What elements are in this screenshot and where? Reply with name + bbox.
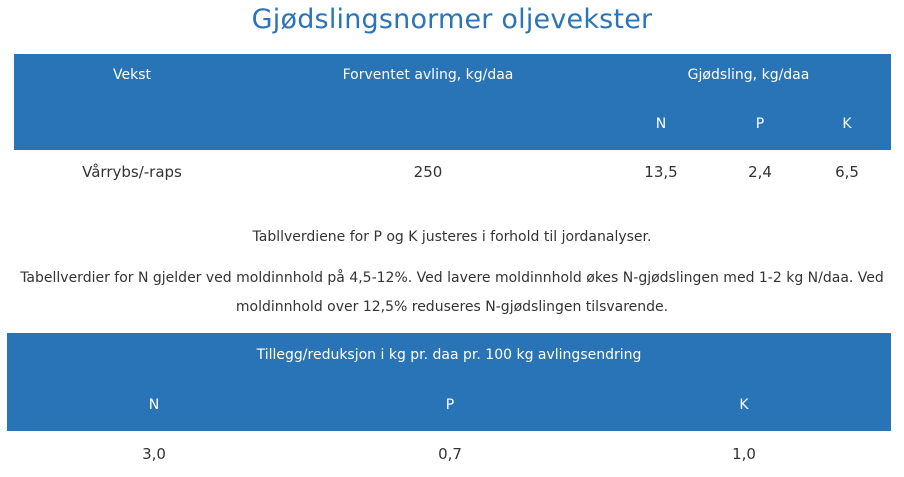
cell-crop: Vårrybs/-raps	[82, 163, 182, 181]
header-n: N	[655, 116, 667, 132]
header-crop: Vekst	[113, 67, 151, 83]
header-fertilization: Gjødsling, kg/daa	[687, 67, 810, 83]
header-adjustment-title: Tillegg/reduksjon i kg pr. daa pr. 100 kg avlingsendring	[256, 347, 642, 363]
header-k: K	[842, 116, 852, 132]
cell-k: 1,0	[732, 445, 756, 463]
note-n-humus: Tabellverdier for N gjelder ved moldinnhold på 4,5-12%. Ved lavere moldinnhold økes N-gjødslingen med 1-2 kg N/daa. Ved moldinnhold over 12,5% reduseres N-gjødslingen tilsvarende.	[20, 270, 884, 315]
cell-yield: 250	[413, 163, 443, 181]
cell-k: 6,5	[835, 163, 859, 181]
cell-n: 3,0	[142, 445, 166, 463]
header-expected-yield: Forventet avling, kg/daa	[342, 67, 514, 83]
header-p: P	[445, 397, 455, 413]
header-p: P	[755, 116, 765, 132]
table-header	[7, 333, 891, 431]
table-row	[14, 150, 891, 196]
cell-p: 2,4	[748, 163, 772, 181]
header-k: K	[739, 397, 749, 413]
table-header	[14, 54, 891, 150]
page-title: Gjødslingsnormer oljevekster	[251, 4, 653, 35]
fertilization-norms-table	[14, 54, 891, 196]
table-row	[7, 431, 891, 477]
cell-n: 13,5	[644, 163, 678, 181]
header-n: N	[148, 397, 160, 413]
yield-adjustment-table	[7, 333, 891, 477]
cell-p: 0,7	[438, 445, 462, 463]
note-pk-adjustment: Tabllverdiene for P og K justeres i forhold til jordanalyser.	[252, 229, 652, 245]
